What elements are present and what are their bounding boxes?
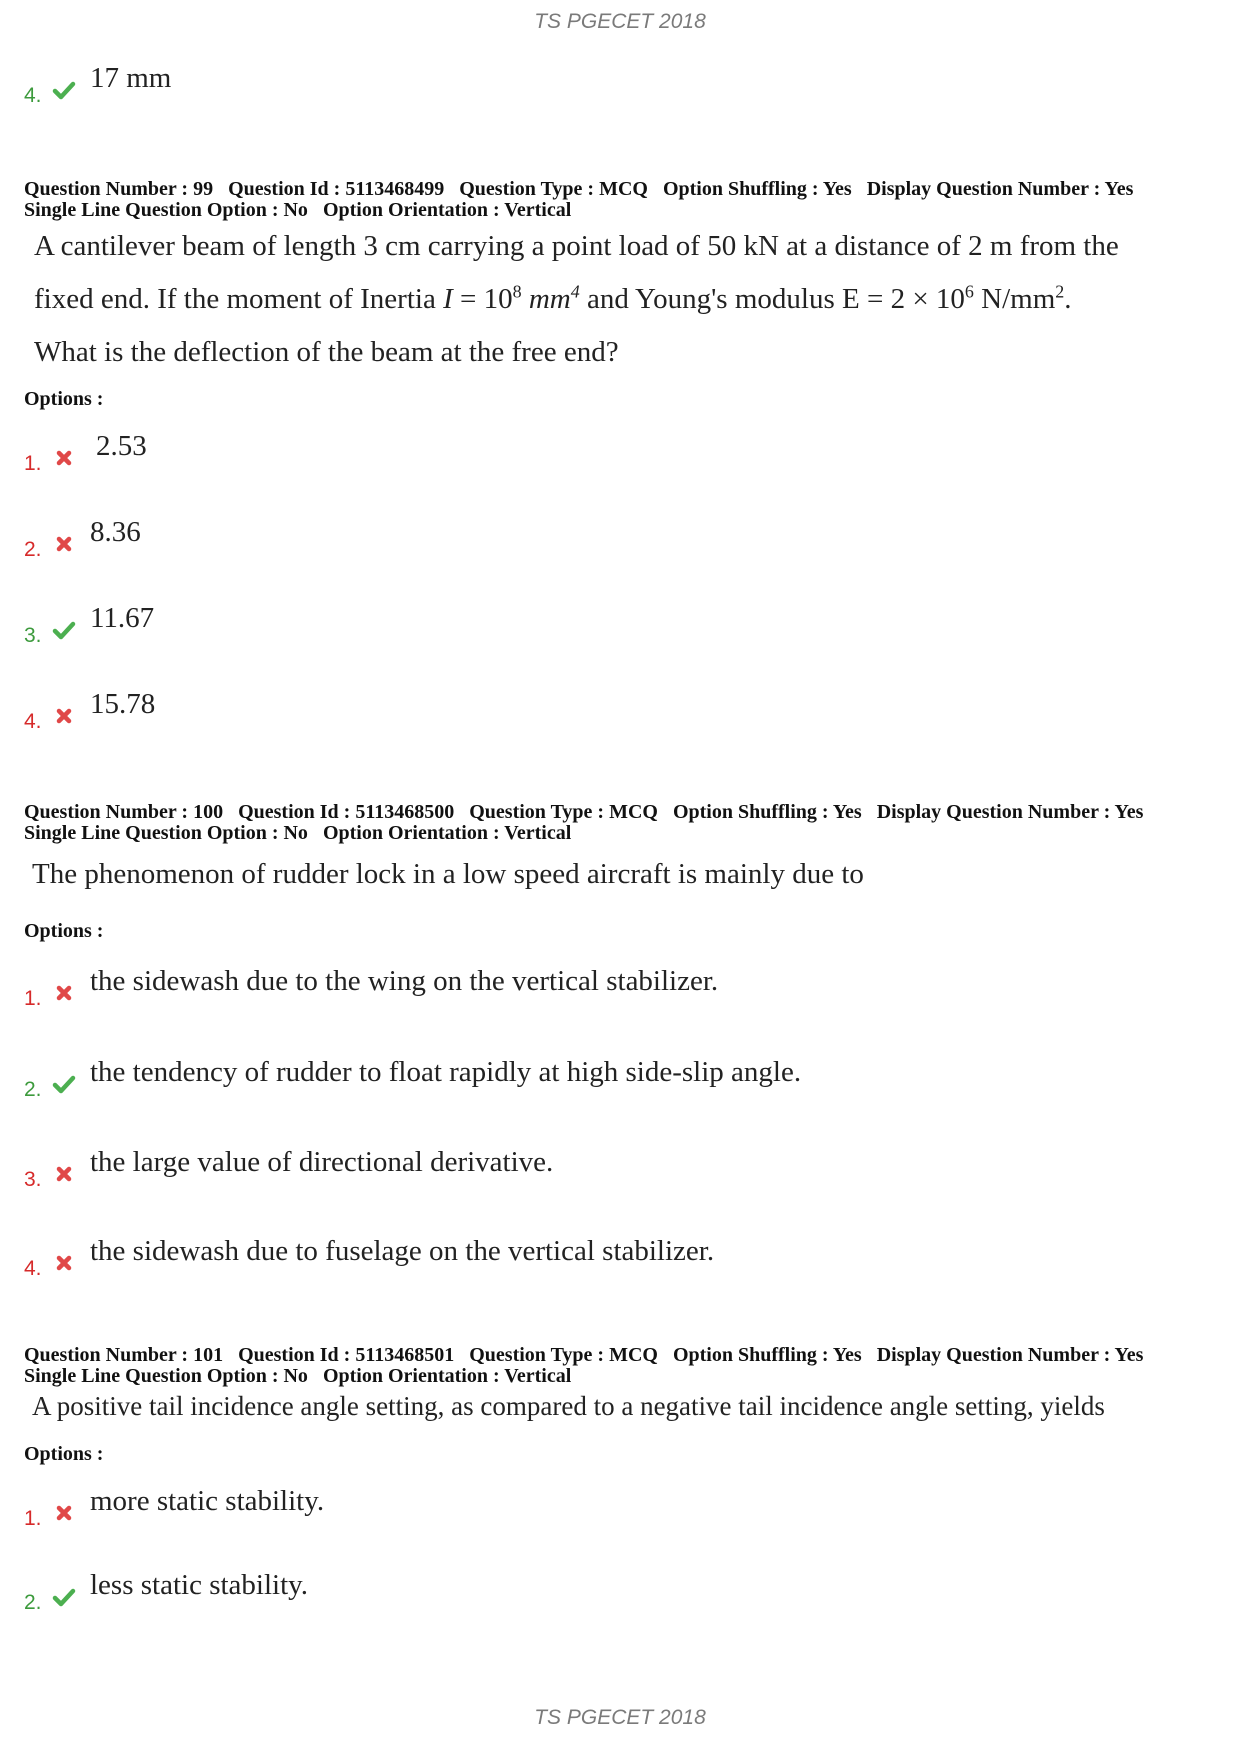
option-item xyxy=(24,965,1204,1010)
cross-icon xyxy=(52,532,76,556)
option-item xyxy=(24,1146,1204,1191)
question-text xyxy=(32,848,864,901)
option-text: the tendency of rudder to float rapidly at high side-slip angle. xyxy=(90,1056,802,1088)
single-line-option: Single Line Question Option : No xyxy=(24,1365,308,1387)
option-text: 17 mm xyxy=(90,62,172,94)
question-text xyxy=(32,1386,1105,1426)
option-item xyxy=(24,62,1204,107)
checkmark-icon xyxy=(52,78,76,102)
cross-icon xyxy=(52,981,76,1005)
question-text-line: The phenomenon of rudder lock in a low speed aircraft is mainly due to xyxy=(32,858,864,890)
checkmark-icon xyxy=(52,618,76,642)
option-number: 2. xyxy=(24,1591,42,1614)
cross-icon xyxy=(52,1251,76,1275)
page-header: TS PGECET 2018 xyxy=(534,10,706,33)
option-text: more static stability. xyxy=(90,1485,325,1517)
option-text: less static stability. xyxy=(90,1569,309,1601)
cross-icon xyxy=(52,1501,76,1525)
question-meta xyxy=(24,802,1153,844)
single-line-option: Single Line Question Option : No xyxy=(24,199,308,221)
option-text: 11.67 xyxy=(90,602,155,634)
option-shuffling: Option Shuffling : Yes xyxy=(662,178,852,200)
question-text-line: What is the deflection of the beam at the free end? xyxy=(34,336,619,368)
question-number: Question Number : 99 xyxy=(24,178,214,200)
option-number: 3. xyxy=(24,624,42,647)
option-number: 1. xyxy=(24,452,42,475)
question-meta xyxy=(24,179,1143,221)
question-id: Question Id : 5113468500 xyxy=(238,801,455,823)
option-text: the sidewash due to fuselage on the vertical stabilizer. xyxy=(90,1235,715,1267)
cross-icon xyxy=(52,1162,76,1186)
option-number: 4. xyxy=(24,84,42,107)
checkmark-icon xyxy=(52,1072,76,1096)
option-shuffling: Option Shuffling : Yes xyxy=(672,801,862,823)
checkmark-icon xyxy=(52,1585,76,1609)
option-number: 1. xyxy=(24,1507,42,1530)
option-text: 15.78 xyxy=(90,688,156,720)
option-item xyxy=(24,1569,1204,1614)
question-number: Question Number : 101 xyxy=(24,1344,224,1366)
option-item xyxy=(24,1485,1204,1530)
cross-icon xyxy=(52,446,76,470)
display-question-number: Display Question Number : Yes xyxy=(876,1344,1144,1366)
question-text-line: fixed end. If the moment of Inertia $I = 10^8$ $mm^4$ and Young's modulus $E = 2 \times 10^6$ $N/mm^2$. xyxy=(34,281,1072,315)
option-item xyxy=(24,516,1204,561)
page-footer: TS PGECET 2018 xyxy=(534,1706,706,1729)
option-shuffling: Option Shuffling : Yes xyxy=(672,1344,862,1366)
option-number: 2. xyxy=(24,1078,42,1101)
question-text-line: A positive tail incidence angle setting, as compared to a negative tail incidence angle setting, yields xyxy=(32,1391,1105,1421)
display-question-number: Display Question Number : Yes xyxy=(866,178,1134,200)
question-text xyxy=(34,220,1119,379)
option-number: 3. xyxy=(24,1168,42,1191)
question-number: Question Number : 100 xyxy=(24,801,224,823)
question-type: Question Type : MCQ xyxy=(469,801,658,823)
option-number: 4. xyxy=(24,1257,42,1280)
question-type: Question Type : MCQ xyxy=(469,1344,658,1366)
option-orientation: Option Orientation : Vertical xyxy=(322,822,572,844)
options-label: Options : xyxy=(24,920,104,942)
question-type: Question Type : MCQ xyxy=(459,178,648,200)
option-text: the sidewash due to the wing on the vertical stabilizer. xyxy=(90,965,719,997)
option-orientation: Option Orientation : Vertical xyxy=(322,1365,572,1387)
option-item xyxy=(24,430,1204,475)
question-meta xyxy=(24,1345,1153,1387)
options-label: Options : xyxy=(24,1443,104,1465)
option-orientation: Option Orientation : Vertical xyxy=(322,199,572,221)
option-text: 8.36 xyxy=(90,516,141,548)
option-item xyxy=(24,602,1204,647)
options-label: Options : xyxy=(24,388,104,410)
option-item xyxy=(24,688,1204,733)
option-number: 2. xyxy=(24,538,42,561)
display-question-number: Display Question Number : Yes xyxy=(876,801,1144,823)
question-id: Question Id : 5113468499 xyxy=(228,178,445,200)
option-number: 4. xyxy=(24,710,42,733)
question-id: Question Id : 5113468501 xyxy=(238,1344,455,1366)
option-item xyxy=(24,1056,1204,1101)
option-number: 1. xyxy=(24,987,42,1010)
option-text: 2.53 xyxy=(96,430,147,462)
single-line-option: Single Line Question Option : No xyxy=(24,822,308,844)
option-item xyxy=(24,1235,1204,1280)
cross-icon xyxy=(52,704,76,728)
question-text-line: A cantilever beam of length 3 cm carrying a point load of 50 kN at a distance of 2 m from the xyxy=(34,230,1119,262)
option-text: the large value of directional derivative. xyxy=(90,1146,554,1178)
